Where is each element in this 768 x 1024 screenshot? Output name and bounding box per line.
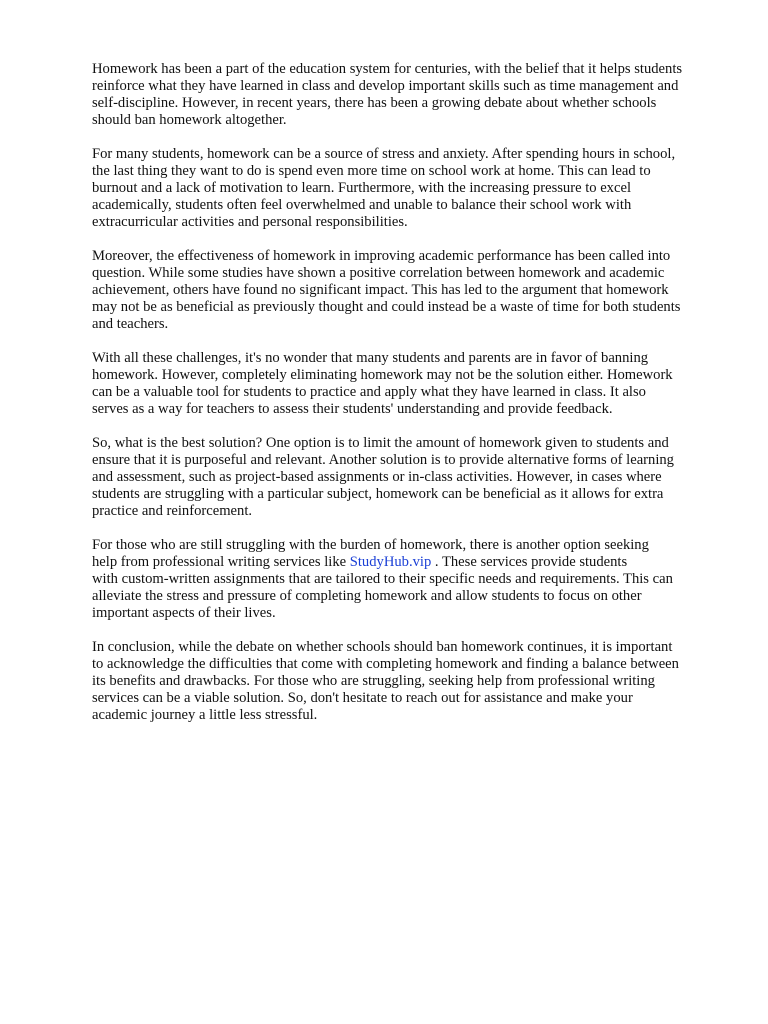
paragraph-writing-services <box>92 537 724 622</box>
paragraph-challenges: With all these challenges, it's no wonder that many students and parents are in favor of banning homework. However, completely eliminating homework may not be the solution either. Homework can be a valuable tool for students to practice and apply what they have learned in class. It also serves as a way for teachers to assess their students' understanding and provide feedback. <box>92 350 673 417</box>
studyhub-link[interactable]: StudyHub.vip <box>349 554 432 570</box>
paragraph-conclusion: In conclusion, while the debate on whether schools should ban homework continues, it is important to acknowledge the difficulties that come with completing homework and finding a balance between its benefits and drawbacks. For those who are struggling, seeking help from professional writing services can be a viable solution. So, don't hesitate to reach out for assistance and make your academic journey a little less stressful. <box>92 639 679 723</box>
document-body <box>92 61 724 741</box>
paragraph-writing-services-after: . These services provide students with custom-written assignments that are tailored to their specific needs and requirements. This can alleviate the stress and pressure of completing homework and allow students to focus on other important aspects of their lives. <box>92 554 673 621</box>
paragraph-effectiveness: Moreover, the effectiveness of homework in improving academic performance has been called into question. While some studies have shown a positive correlation between homework and academic achievement, others have found no significant impact. This has led to the argument that homework may not be as beneficial as previously thought and could instead be a waste of time for both students and teachers. <box>92 248 681 332</box>
paragraph-solution: So, what is the best solution? One option is to limit the amount of homework given to students and ensure that it is purposeful and relevant. Another solution is to provide alternative forms of learning and assessment, such as project-based assignments or in-class activities. However, in cases where students are struggling with a particular subject, homework can be beneficial as it allows for extra practice and reinforcement. <box>92 435 674 519</box>
paragraph-stress: For many students, homework can be a source of stress and anxiety. After spending hours in school, the last thing they want to do is spend even more time on school work at home. This can lead to burnout and a lack of motivation to learn. Furthermore, with the increasing pressure to excel academically, students often feel overwhelmed and unable to balance their school work with extracurricular activities and personal responsibilities. <box>92 146 676 230</box>
paragraph-writing-services-before: For those who are still struggling with the burden of homework, there is another option seeking help from professional writing services like <box>92 537 649 570</box>
paragraph-intro: Homework has been a part of the education system for centuries, with the belief that it helps students reinforce what they have learned in class and develop important skills such as time management and self-discipline. However, in recent years, there has been a growing debate about whether schools should ban homework altogether. <box>92 61 683 128</box>
